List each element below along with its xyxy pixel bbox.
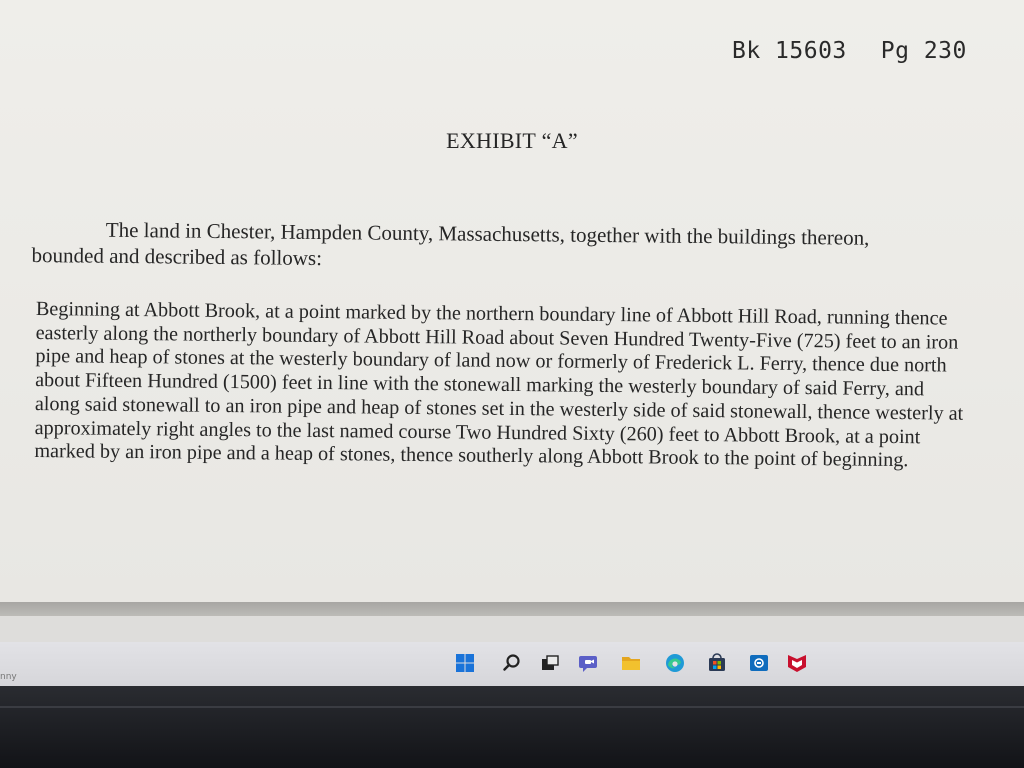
book-page-reference xyxy=(732,38,967,64)
mail-icon[interactable] xyxy=(748,652,770,674)
teams-chat-icon[interactable] xyxy=(578,652,600,674)
file-explorer-icon[interactable] xyxy=(620,652,642,674)
search-icon[interactable] xyxy=(501,652,523,674)
monitor-bezel xyxy=(0,686,1024,768)
next-page-edge xyxy=(0,616,1024,642)
taskbar xyxy=(0,642,1024,686)
bezel-edge xyxy=(0,706,1024,708)
exhibit-title: EXHIBIT “A” xyxy=(446,128,578,153)
page-number: Pg 230 xyxy=(880,38,967,64)
book-number: Bk 15603 xyxy=(732,38,847,64)
boundary-description-paragraph: Beginning at Abbott Brook, at a point marked by the northern boundary line of Abbott Hill Road, running thence easterly along the northerly boundary of Abbott Hill Road about Seven Hundred Twenty-Five (725) feet to an iron pipe and heap of stones at the westerly boundary of land now or formerly of Frederick L. Ferry, thence due north about Fifteen Hundred (1500) feet in line with the stonewall marking the westerly boundary of said Ferry, and along said stonewall to an iron pipe and heap of stones set in the westerly side of said stonewall, thence westerly at approximately right angles to the last named course Two Hundred Sixty (260) feet to Abbott Brook, at a point marked by an iron pipe and a heap of stones, thence southerly along Abbott Brook to the point of beginning. xyxy=(34,298,964,472)
windows-start-icon[interactable] xyxy=(454,652,476,674)
microsoft-store-icon[interactable] xyxy=(706,652,728,674)
task-view-icon[interactable] xyxy=(539,652,561,674)
intro-paragraph: The land in Chester, Hampden County, Massachusetts, together with the buildings thereon, bounded and described as follows: xyxy=(31,217,870,271)
taskbar-left-label: nny xyxy=(0,672,17,682)
mcafee-icon[interactable] xyxy=(786,652,808,674)
edge-browser-icon[interactable] xyxy=(664,652,686,674)
page-separator xyxy=(0,602,1024,616)
